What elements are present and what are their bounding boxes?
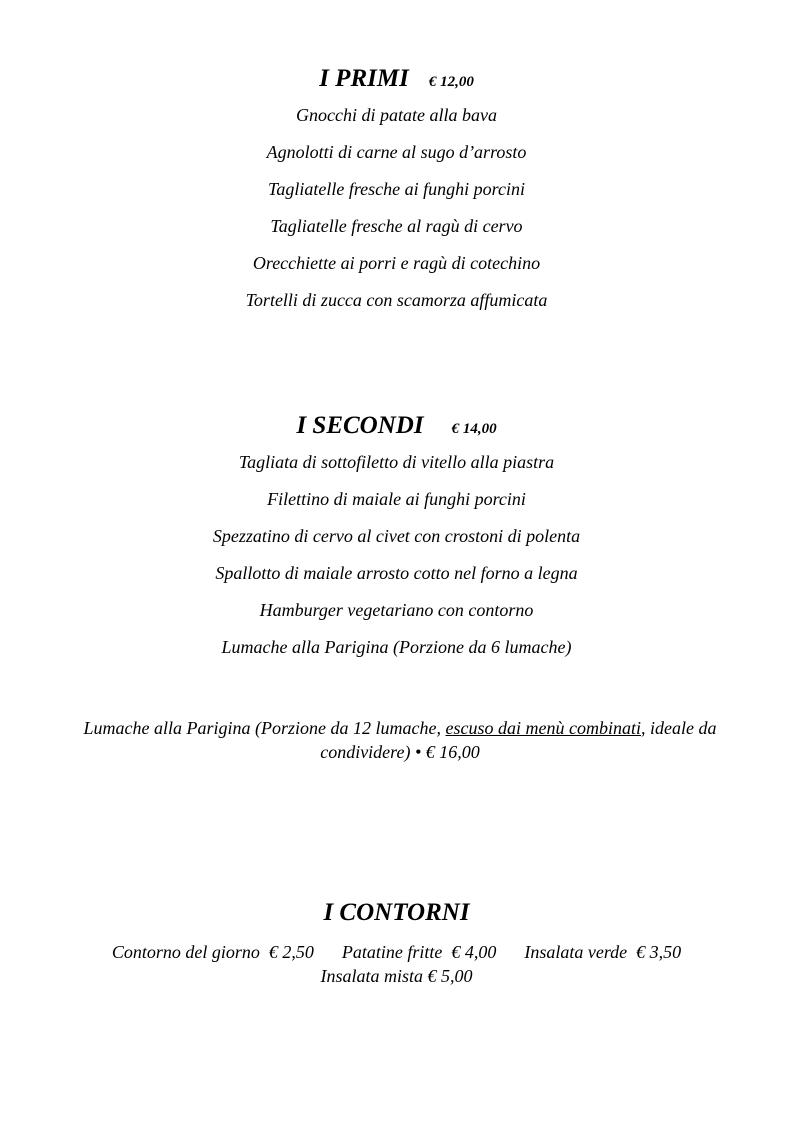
contorni-row-2	[0, 964, 793, 988]
primi-item: Orecchiette ai porri e ragù di cotechino	[252, 253, 541, 273]
primi-item: Gnocchi di patate alla bava	[296, 105, 497, 125]
contorni-row-1	[0, 940, 793, 964]
contorni-item: Insalata mista € 5,00	[320, 966, 473, 986]
primi-item: Tortelli di zucca con scamorza affumicata	[245, 290, 548, 310]
primi-section	[0, 64, 793, 319]
primi-item: Agnolotti di carne al sugo d’arrosto	[266, 142, 527, 162]
secondi-item: Tagliata di sottofiletto di vitello alla piastra	[238, 452, 555, 472]
contorni-item: Insalata verde € 3,50	[524, 942, 682, 962]
secondi-section	[0, 411, 793, 666]
contorni-item: Patatine fritte € 4,00	[341, 942, 497, 962]
primi-title: I PRIMI	[319, 65, 409, 92]
primi-price: € 12,00	[428, 74, 474, 90]
primi-item: Tagliatelle fresche ai funghi porcini	[268, 179, 525, 199]
secondi-price: € 14,00	[451, 421, 497, 437]
primi-heading	[0, 64, 793, 94]
special-text-after: , ideale da condividere) • € 16,00	[320, 718, 717, 762]
contorni-heading	[0, 898, 793, 928]
contorni-section	[0, 898, 793, 988]
secondi-item: Lumache alla Parigina (Porzione da 6 lumache)	[221, 637, 572, 657]
contorni-item: Contorno del giorno € 2,50	[111, 942, 314, 962]
contorni-title: I CONTORNI	[323, 899, 470, 926]
primi-item: Tagliatelle fresche al ragù di cervo	[270, 216, 523, 236]
special-text-before: Lumache alla Parigina (Porzione da 12 lumache,	[83, 718, 446, 738]
lumache-special-note	[70, 716, 730, 764]
secondi-item: Hamburger vegetariano con contorno	[259, 600, 534, 620]
secondi-title: I SECONDI	[296, 412, 424, 439]
secondi-heading	[0, 411, 793, 441]
secondi-item: Spezzatino di cervo al civet con crostoni di polenta	[212, 526, 581, 546]
special-underlined-text: escuso dai menù combinati	[445, 718, 641, 738]
secondi-item: Spallotto di maiale arrosto cotto nel forno a legna	[215, 563, 578, 583]
secondi-item: Filettino di maiale ai funghi porcini	[267, 489, 526, 509]
